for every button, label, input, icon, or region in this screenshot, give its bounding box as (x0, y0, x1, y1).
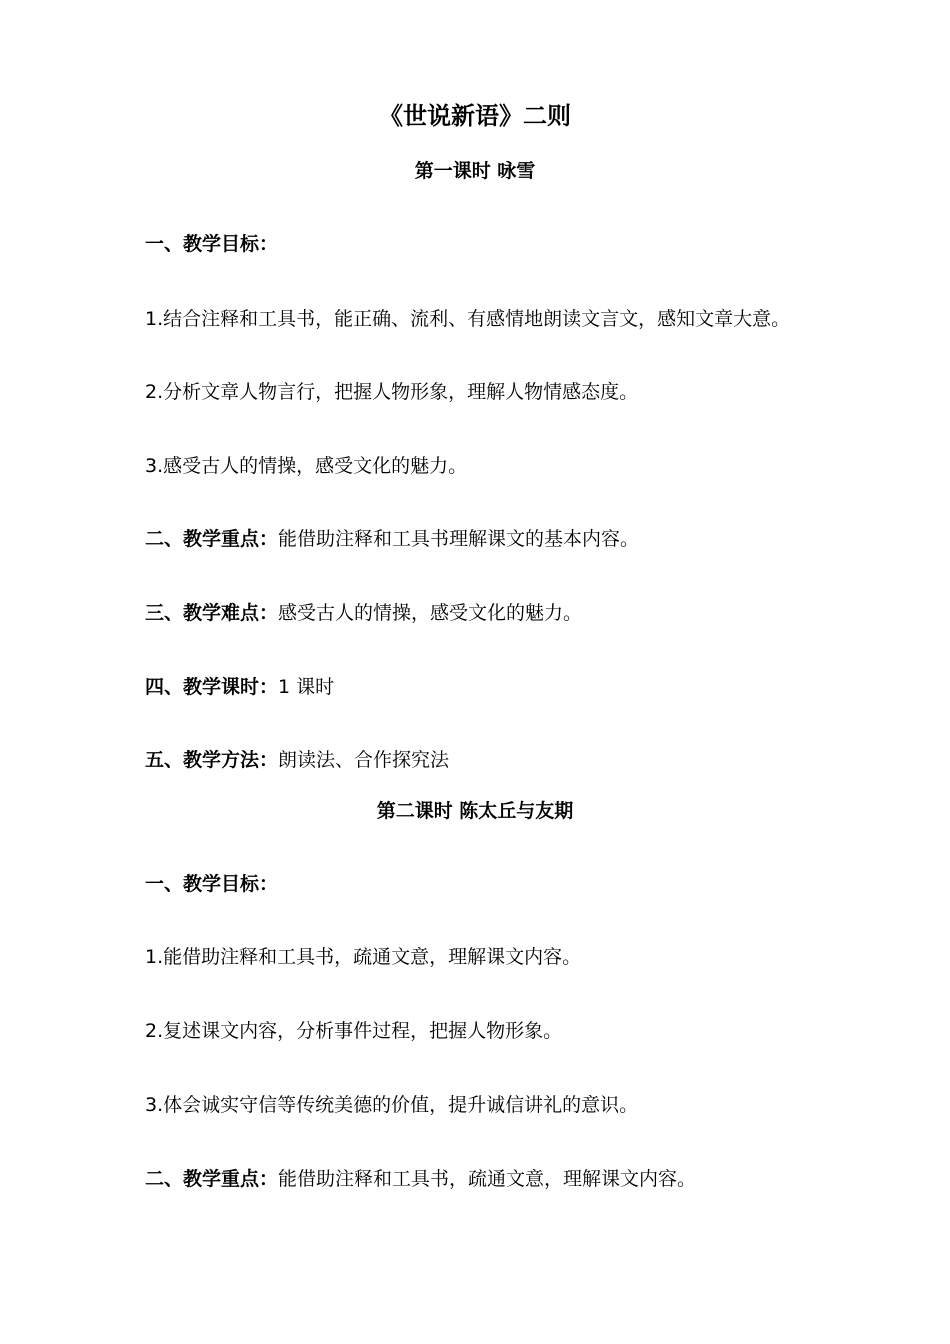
lesson-1-method-text: 朗读法、合作探究法 (278, 749, 450, 771)
lesson-2-objective-3: 3.体会诚实守信等传统美德的价值，提升诚信讲礼的意识。 (145, 1094, 639, 1116)
lesson-1-method (145, 747, 890, 773)
lesson-1-difficulty-label: 三、教学难点： (145, 602, 279, 624)
lesson-2-objective-1: 1.能借助注释和工具书，疏通文意，理解课文内容。 (145, 946, 582, 968)
lesson-2-key-point (145, 1166, 890, 1192)
lesson-1-objectives-label: 一、教学目标： (145, 233, 279, 255)
lesson-2-objectives-label: 一、教学目标： (145, 873, 279, 895)
lesson-1-hours-text: 1 课时 (278, 676, 335, 698)
lesson-1-hours-label: 四、教学课时： (145, 676, 279, 698)
lesson-2-objective-2: 2.复述课文内容，分析事件过程，把握人物形象。 (145, 1020, 563, 1042)
lesson-1-key-label: 二、教学重点： (145, 528, 279, 550)
lesson-1-difficulty (145, 600, 890, 626)
lesson-1-objective-3: 3.感受古人的情操，感受文化的魅力。 (145, 455, 468, 477)
document-title: 《世说新语》二则 (379, 102, 571, 130)
lesson-2-heading: 第二课时 陈太丘与友期 (376, 800, 574, 822)
lesson-1-heading: 第一课时 咏雪 (414, 160, 536, 182)
lesson-1-key-point (145, 526, 890, 552)
lesson-1-objective-2: 2.分析文章人物言行，把握人物形象，理解人物情感态度。 (145, 381, 639, 403)
lesson-1-key-text: 能借助注释和工具书理解课文的基本内容。 (278, 528, 640, 550)
lesson-1-objective-1: 1.结合注释和工具书，能正确、流利、有感情地朗读文言文，感知文章大意。 (145, 308, 791, 330)
lesson-2-key-text: 能借助注释和工具书，疏通文意，理解课文内容。 (278, 1168, 697, 1190)
lesson-2-key-label: 二、教学重点： (145, 1168, 279, 1190)
lesson-1-difficulty-text: 感受古人的情操，感受文化的魅力。 (278, 602, 583, 624)
lesson-1-method-label: 五、教学方法： (145, 749, 279, 771)
lesson-1-hours (145, 674, 890, 700)
